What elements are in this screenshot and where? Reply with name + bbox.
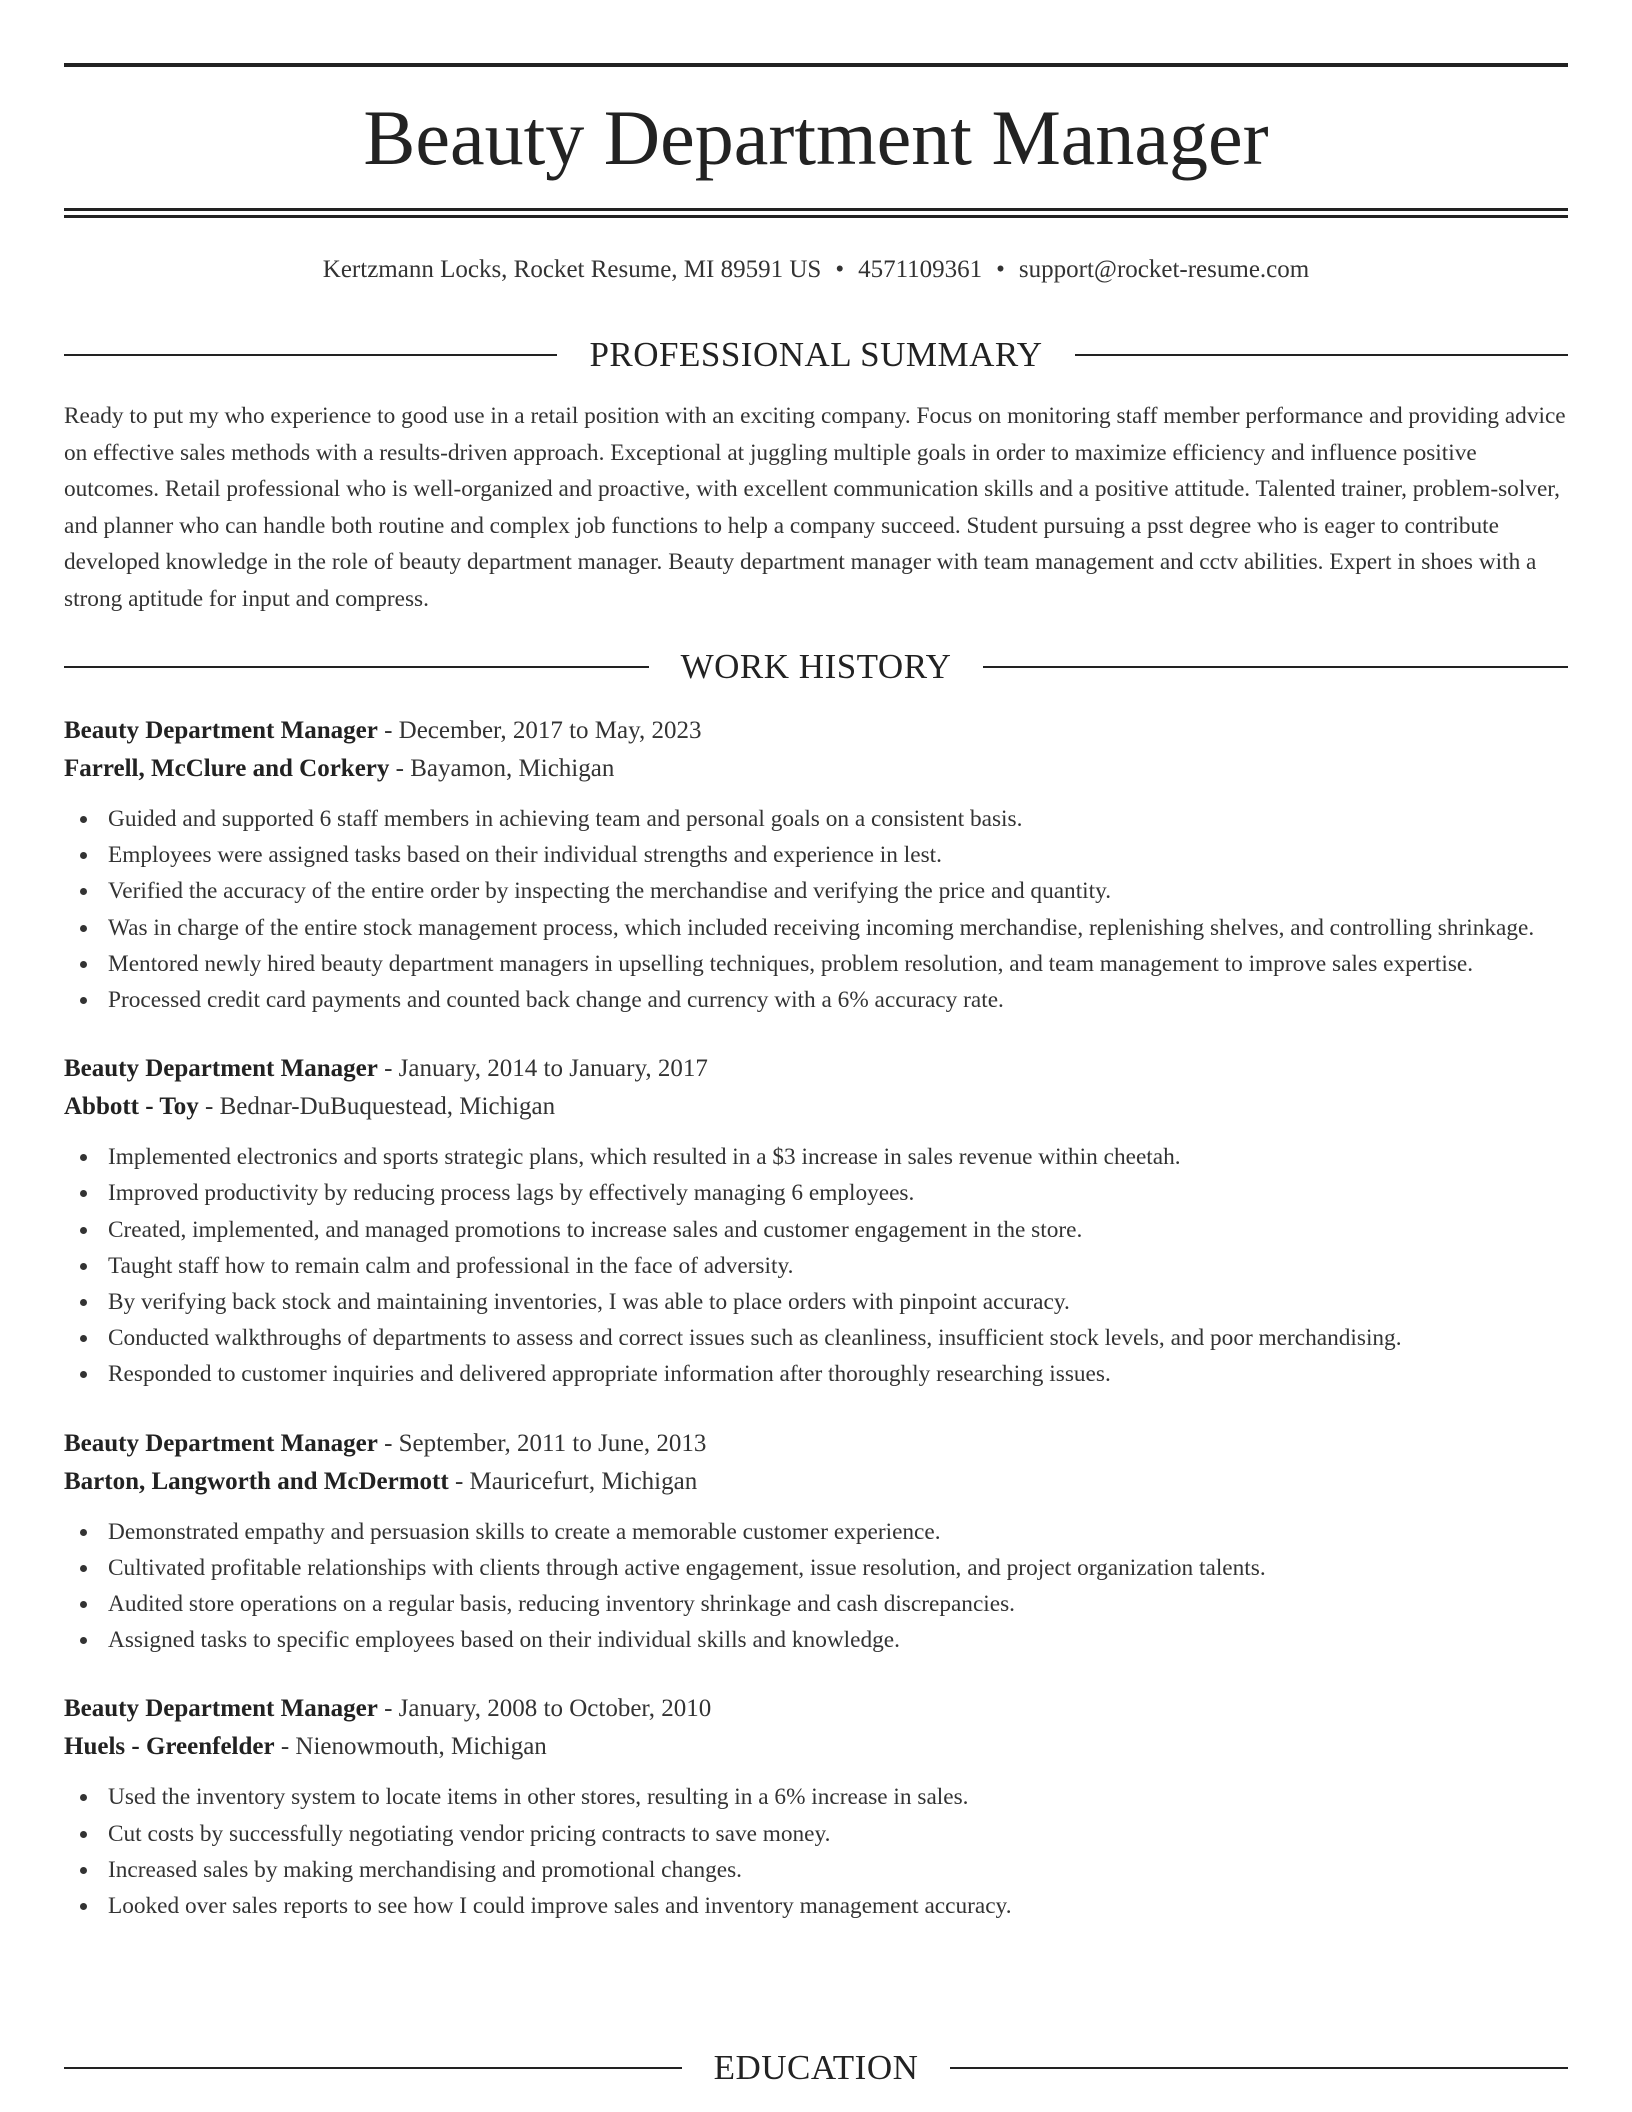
job-bullet: Created, implemented, and managed promotions to increase sales and customer engagement in the store. — [108, 1212, 1568, 1248]
section-heading-education — [64, 2046, 1568, 2090]
resume-title: Beauty Department Manager — [363, 94, 1269, 181]
job-company: Barton, Langworth and McDermott — [64, 1467, 449, 1495]
job-bullet: Used the inventory system to locate items in other stores, resulting in a 6% increase in sales. — [108, 1779, 1568, 1815]
job-bullet-list — [64, 1514, 1568, 1659]
job-bullet: Audited store operations on a regular basis, reducing inventory shrinkage and cash discrepancies. — [108, 1586, 1568, 1622]
job-bullet: Taught staff how to remain calm and professional in the face of adversity. — [108, 1248, 1568, 1284]
contact-address: Kertzmann Locks, Rocket Resume, MI 89591 US — [322, 256, 822, 283]
section-title: PROFESSIONAL SUMMARY — [589, 335, 1043, 374]
job-title-line — [64, 712, 1568, 750]
job-bullet: Was in charge of the entire stock management process, which included receiving incoming merchandise, replenishing shelves, and controlling shrinkage. — [108, 910, 1568, 946]
job-bullet: Cultivated profitable relationships with clients through active engagement, issue resolution, and project organization talents. — [108, 1550, 1568, 1586]
job-entry — [64, 1050, 1568, 1392]
contact-separator: • — [835, 256, 845, 283]
job-bullet-list — [64, 1139, 1568, 1392]
heading-rule-right — [950, 2067, 1568, 2069]
job-entry — [64, 1690, 1568, 1924]
contact-email: support@rocket-resume.com — [1018, 256, 1310, 283]
contact-separator: • — [996, 256, 1005, 283]
summary-text: Ready to put my who experience to good use in a retail position with an exciting company. Focus on monitoring staff member performance and providing advice on effective sales methods with a results-driven approach. Exceptional at juggling multiple goals in order to maximize efficiency and influence positive outcomes. Retail professional who is well-organized and proactive, with excellent communication skills and a positive attitude. Talented trainer, problem-solver, and planner who can handle both routine and complex job functions to help a company succeed. Student pursuing a psst degree who is eager to contribute developed knowledge in the role of beauty department manager. Beauty department manager with team management and cctv abilities. Expert in shoes with a strong aptitude for input and compress. — [64, 403, 1566, 612]
heading-rule-left — [64, 666, 649, 668]
job-location: - Bednar-DuBuquestead, Michigan — [198, 1093, 556, 1121]
job-company-line — [64, 1463, 1568, 1501]
job-bullet: Improved productivity by reducing process lags by effectively managing 6 employees. — [108, 1175, 1568, 1211]
job-company: Farrell, McClure and Corkery — [64, 755, 390, 782]
job-bullet: Assigned tasks to specific employees based on their individual skills and knowledge. — [108, 1622, 1568, 1658]
work-history-list — [64, 712, 1568, 1956]
job-title: Beauty Department Manager — [64, 1055, 378, 1083]
job-title: Beauty Department Manager — [64, 1695, 378, 1723]
job-entry — [64, 712, 1568, 1018]
section-title: EDUCATION — [713, 2048, 919, 2087]
job-title-line — [64, 1425, 1568, 1463]
section-heading-work-history — [64, 645, 1568, 689]
contact-line — [64, 252, 1568, 288]
job-bullet: Demonstrated empathy and persuasion skills to create a memorable customer experience. — [108, 1514, 1568, 1550]
job-company: Huels - Greenfelder — [64, 1733, 275, 1761]
job-bullet: Increased sales by making merchandising and promotional changes. — [108, 1852, 1568, 1888]
job-bullet: Responded to customer inquiries and delivered appropriate information after thoroughly researching issues. — [108, 1356, 1568, 1392]
job-location: - Mauricefurt, Michigan — [448, 1467, 698, 1495]
job-bullet: Verified the accuracy of the entire order by inspecting the merchandise and verifying the price and quantity. — [108, 873, 1568, 909]
job-title-line — [64, 1690, 1568, 1728]
job-dates: - September, 2011 to June, 2013 — [377, 1429, 707, 1457]
job-title: Beauty Department Manager — [64, 1429, 378, 1457]
heading-rule-left — [64, 354, 557, 356]
title-double-rule — [64, 208, 1568, 218]
job-bullet: By verifying back stock and maintaining inventories, I was able to place orders with pinpoint accuracy. — [108, 1284, 1568, 1320]
heading-rule-left — [64, 2067, 682, 2069]
job-bullet: Cut costs by successfully negotiating vendor pricing contracts to save money. — [108, 1816, 1568, 1852]
job-company-line — [64, 1728, 1568, 1766]
job-bullet-list — [64, 801, 1568, 1018]
job-location: - Nienowmouth, Michigan — [274, 1733, 547, 1761]
job-company-line — [64, 1088, 1568, 1126]
job-company: Abbott - Toy — [64, 1093, 199, 1121]
job-dates: - January, 2014 to January, 2017 — [377, 1055, 708, 1083]
job-bullet: Conducted walkthroughs of departments to assess and correct issues such as cleanliness, insufficient stock levels, and poor merchandising. — [108, 1320, 1568, 1356]
job-bullet: Mentored newly hired beauty department managers in upselling techniques, problem resolution, and team management to improve sales expertise. — [108, 946, 1568, 982]
job-company-line — [64, 750, 1568, 788]
heading-rule-right — [1075, 354, 1568, 356]
contact-phone: 4571109361 — [858, 256, 983, 283]
job-dates: - January, 2008 to October, 2010 — [377, 1695, 712, 1723]
job-bullet: Employees were assigned tasks based on their individual strengths and experience in lest. — [108, 837, 1568, 873]
section-heading-summary — [64, 333, 1568, 377]
job-bullet-list — [64, 1779, 1568, 1924]
job-dates: - December, 2017 to May, 2023 — [377, 717, 702, 744]
job-entry — [64, 1425, 1568, 1659]
job-bullet: Looked over sales reports to see how I could improve sales and inventory management accuracy. — [108, 1888, 1568, 1924]
job-title-line — [64, 1050, 1568, 1088]
heading-rule-right — [983, 666, 1568, 668]
section-title: WORK HISTORY — [680, 647, 952, 686]
job-bullet: Guided and supported 6 staff members in achieving team and personal goals on a consistent basis. — [108, 801, 1568, 837]
job-bullet: Implemented electronics and sports strategic plans, which resulted in a $3 increase in sales revenue within cheetah. — [108, 1139, 1568, 1175]
top-rule — [64, 63, 1568, 67]
job-title: Beauty Department Manager — [64, 717, 378, 744]
job-bullet: Processed credit card payments and counted back change and currency with a 6% accuracy rate. — [108, 982, 1568, 1018]
job-location: - Bayamon, Michigan — [389, 755, 615, 782]
